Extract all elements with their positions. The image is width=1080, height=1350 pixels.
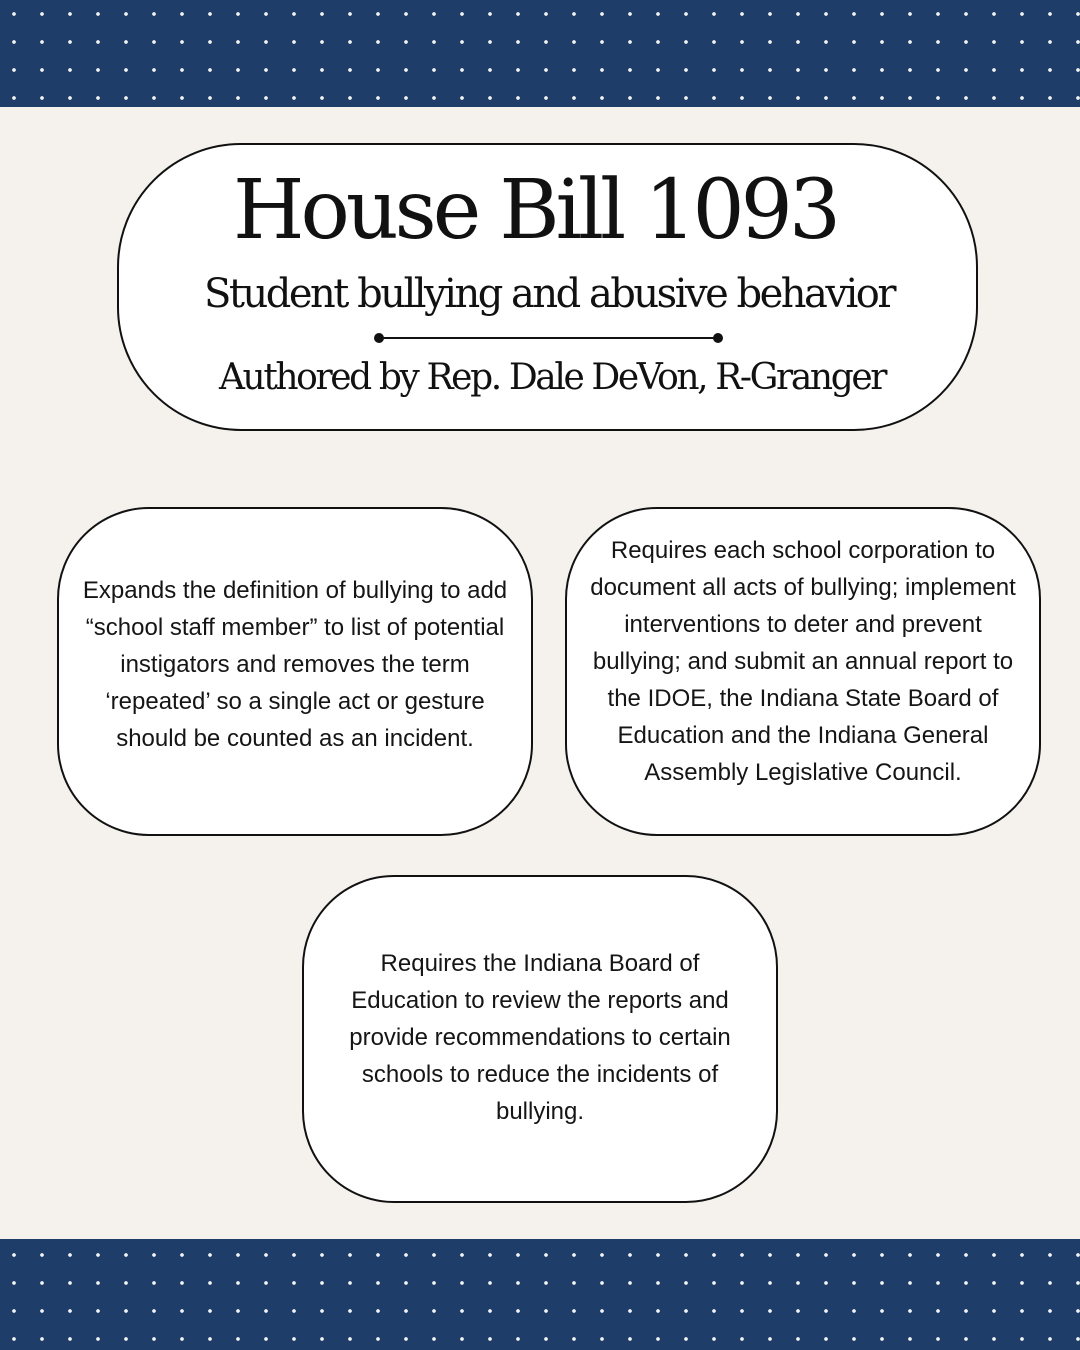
info-card-definition xyxy=(57,507,533,836)
info-card-text: Requires each school corporation to document all acts of bullying; implement interventions to deter and prevent bullying; and submit an annual report to the IDOE, the Indiana State Board of Education and the Indiana General Assembly Legislative Council. xyxy=(590,537,1016,786)
title-divider xyxy=(379,337,718,339)
bottom-dotted-band xyxy=(0,1239,1080,1350)
info-card-text: Requires the Indiana Board of Education to review the reports and provide recommendations to certain schools to reduce the incidents of bullying. xyxy=(349,949,731,1125)
divider-dot-right xyxy=(713,333,723,343)
top-dotted-band xyxy=(0,0,1080,107)
bill-subtitle: Student bullying and abusive behavior xyxy=(204,271,894,317)
bill-author: Authored by Rep. Dale DeVon, R-Granger xyxy=(218,357,886,398)
divider-dot-left xyxy=(374,333,384,343)
bill-title: House Bill 1093 xyxy=(232,163,838,258)
info-card-review xyxy=(302,875,778,1203)
info-card-reporting xyxy=(565,507,1041,836)
info-card-text: Expands the definition of bullying to add “school staff member” to list of potential instigators and removes the term ‘repeated’ so a single act or gesture should be counted as an incident. xyxy=(82,577,508,752)
